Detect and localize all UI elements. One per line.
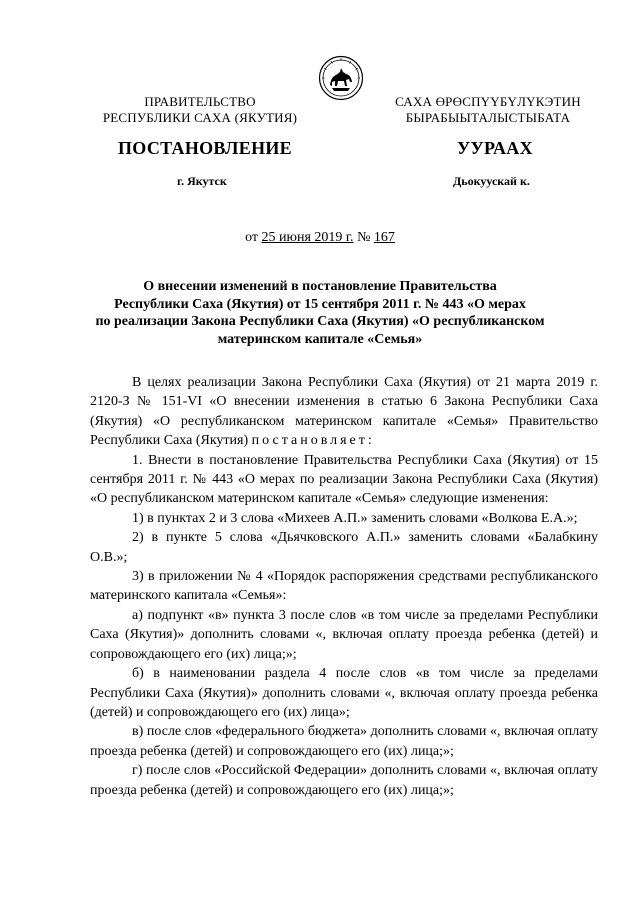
title-russian: ПОСТАНОВЛЕНИЕ [118, 138, 292, 158]
document-title-line2: Республики Саха (Якутия) от 15 сентября 2011 г. № 443 «О мерах [114, 296, 526, 312]
dateline-number-sign: № [357, 230, 371, 245]
preamble-verb: постановляет: [251, 433, 375, 449]
paragraph-1: 1. Внести в постановление Правительства Республики Саха (Якутия) от 15 сентября 2011 г. № 443 «О мерах по реализации Закона Республики Саха (Якутия) «О республиканском материнском капитале «Семья» следующие изменения: [90, 452, 598, 507]
header-right-line2: БЫРАБЫЫТАЛЫСТЫБАТА [405, 110, 571, 125]
document-title-line1: О внесении изменений в постановление Правительства [143, 279, 497, 294]
header-left-line2: РЕСПУБЛИКИ САХА (ЯКУТИЯ) [102, 110, 298, 125]
preamble-paragraph [90, 373, 598, 451]
dateline [0, 230, 640, 246]
subitem-b: б) в наименовании раздела 4 после слов «в том числе за пределами Республики Саха (Якутия)» дополнить словами «, включая оплату проезда ребенка (детей) и сопровождающего его (их) лица»; [90, 666, 598, 720]
document-title-line4: материнском капитале «Семья» [217, 331, 423, 347]
coat-of-arms-icon [318, 55, 364, 101]
subitem-a: а) подпункт «в» пункта 3 после слов «в том числе за пределами Республики Саха (Якутия)» дополнить словами «, включая оплату проезда ребенка (детей) и сопровождающего его (их) лица;»; [90, 607, 598, 662]
subitem-v: в) после слов «федерального бюджета» дополнить словами «, включая оплату проезда ребенка (детей) и сопровождающего его (их) лица;»; [90, 724, 598, 759]
paragraph-1-item-3: 3) в приложении № 4 «Порядок распоряжения средствами республиканского материнского капитала «Семья»: [90, 569, 598, 604]
city-yakut: Дьокуускай к. [453, 174, 530, 188]
dateline-number: 167 [373, 230, 395, 245]
header-left-block [100, 94, 300, 126]
header-right-line1: САХА ӨРӨСПҮҮБҮЛҮКЭТИН [395, 94, 581, 109]
document-body [90, 373, 598, 800]
paragraph-1-item-2: 2) в пункте 5 слова «Дьячковского А.П.» заменить словами «Балабкину О.В.»; [90, 530, 598, 565]
dateline-date: 25 июня 2019 г. [261, 230, 354, 245]
preamble-text: В целях реализации Закона Республики Саха (Якутия) от 21 марта 2019 г. 2120-З № 151-VI «О внесении изменения в статью 6 Закона Республики Саха (Якутия) «О республиканском материнском капитале «Семья» Правительство Республики Саха (Якутия) [90, 375, 598, 449]
subitem-g: г) после слов «Российской Федерации» дополнить словами «, включая оплату проезда ребенка (детей) и сопровождающего его (их) лица;»; [90, 763, 598, 798]
dateline-prefix: от [245, 230, 259, 245]
header-left-line1: ПРАВИТЕЛЬСТВО [144, 94, 256, 109]
document-title-line3: по реализации Закона Республики Саха (Якутия) «О республиканском [95, 314, 545, 329]
city-russian: г. Якутск [177, 174, 227, 188]
title-yakut: УУРААХ [457, 138, 533, 158]
document-title [90, 278, 550, 348]
paragraph-1-item-1: 1) в пунктах 2 и 3 слова «Михеев А.П.» заменить словами «Волкова Е.А.»; [132, 510, 578, 526]
header-right-block [388, 94, 588, 126]
